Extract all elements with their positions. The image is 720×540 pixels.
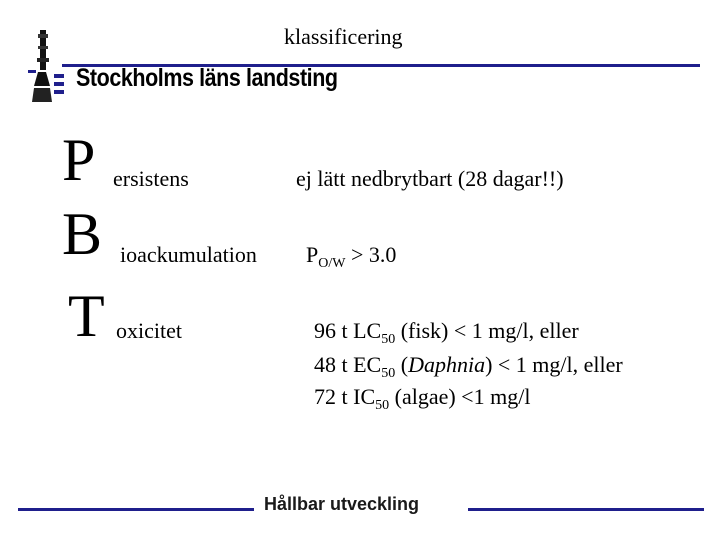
logo-text: Stockholms läns landsting (76, 64, 338, 92)
slide-title: klassificering (284, 24, 403, 49)
footer-rule-left (18, 508, 254, 511)
criterion-label-toxicitet: oxicitet (116, 318, 182, 343)
footer-text: Hållbar utveckling (264, 494, 420, 514)
criterion-initial-b: B (62, 201, 103, 267)
footer-rule-right (468, 508, 704, 511)
criterion-initial-t: T (68, 283, 105, 349)
toxicity-line-daphnia: 48 t $EC_{50}$ (Daphnia) < 1 mg/l, eller (314, 352, 623, 381)
criterion-label-persistens: ersistens (113, 166, 189, 191)
toxicity-line-algae: 72 t $IC_{50}$ (algae) <1 mg/l (314, 384, 531, 413)
criterion-initial-p: P (62, 127, 96, 193)
criterion-value-bioackumulation: $P_{O/W} > 3.0$ (306, 242, 397, 271)
criterion-value-persistens: ej lätt nedbrytbart (28 dagar!!) (296, 166, 564, 191)
toxicity-line-fisk: 96 t $LC_{50}$ (fisk) < 1 mg/l, eller (314, 318, 579, 347)
criterion-label-bioackumulation: ioackumulation (120, 242, 257, 267)
